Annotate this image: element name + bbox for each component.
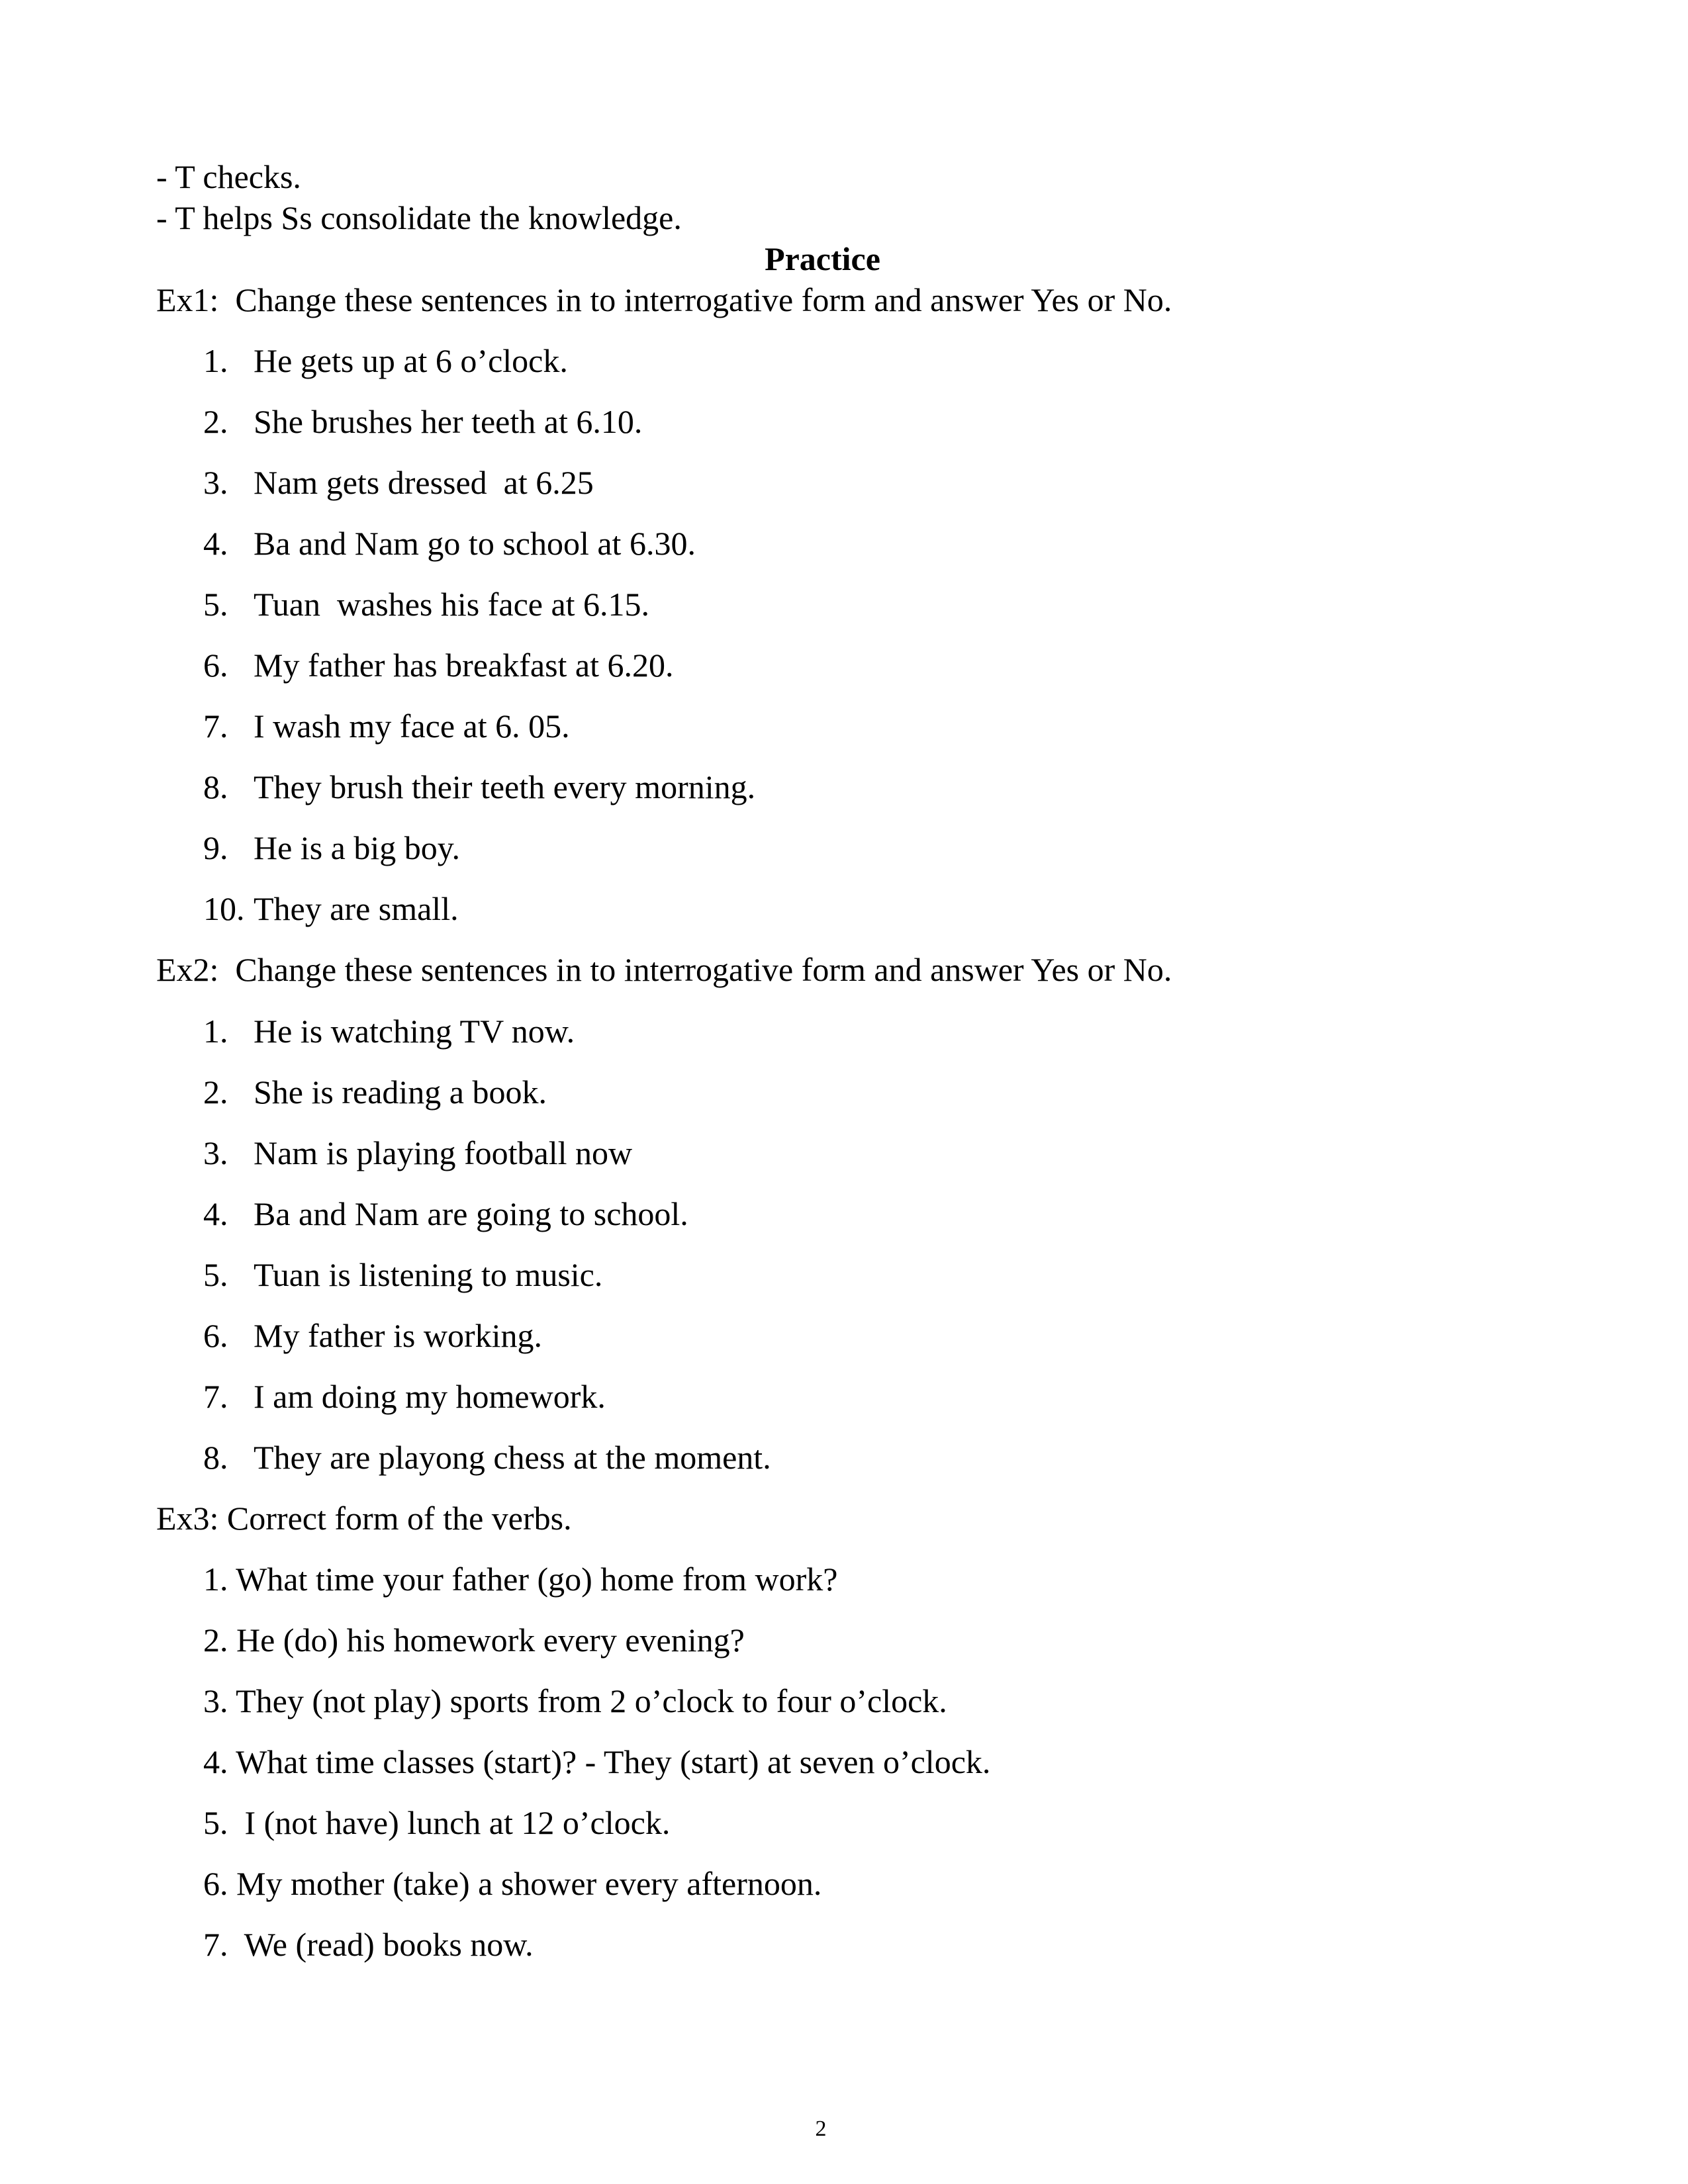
item-number: 9.: [203, 829, 228, 866]
item-number: 4.: [203, 1195, 228, 1232]
item-number: 4.: [203, 525, 228, 562]
item-number: 1.: [203, 342, 228, 379]
item-text: Nam gets dressed at 6.25: [254, 464, 594, 501]
list-item: 1. What time your father (go) home from work?: [203, 1561, 838, 1598]
page-number: 2: [815, 2116, 827, 2141]
item-text: Tuan is listening to music.: [254, 1256, 603, 1293]
item-number: 3.: [203, 464, 228, 501]
item-number: 7.: [203, 1378, 228, 1415]
list-item: 3. They (not play) sports from 2 o’clock to four o’clock.: [203, 1682, 947, 1719]
list-item: 4. What time classes (start)? - They (start) at seven o’clock.: [203, 1743, 991, 1780]
item-number: 2.: [203, 1073, 228, 1111]
item-text: They are small.: [254, 890, 459, 927]
section-title: Practice: [765, 240, 880, 277]
list-item: 2. He (do) his homework every evening?: [203, 1621, 745, 1659]
list-item: 7. We (read) books now.: [203, 1926, 534, 1963]
item-number: 10.: [203, 890, 245, 927]
item-text: He is a big boy.: [254, 829, 460, 866]
item-text: I wash my face at 6. 05.: [254, 707, 570, 745]
item-text: Nam is playing football now: [254, 1134, 633, 1171]
item-text: They brush their teeth every morning.: [254, 768, 756, 805]
item-text: Tuan washes his face at 6.15.: [254, 586, 650, 623]
item-number: 8.: [203, 1439, 228, 1476]
item-number: 5.: [203, 1256, 228, 1293]
item-text: They are playong chess at the moment.: [254, 1439, 771, 1476]
ex3-heading: Ex3: Correct form of the verbs.: [156, 1500, 572, 1537]
item-text: He is watching TV now.: [254, 1013, 575, 1050]
list-item: 5. I (not have) lunch at 12 o’clock.: [203, 1804, 671, 1841]
item-text: Ba and Nam go to school at 6.30.: [254, 525, 696, 562]
item-number: 6.: [203, 1317, 228, 1354]
intro-line: - T helps Ss consolidate the knowledge.: [156, 199, 682, 236]
ex1-heading: Ex1: Change these sentences in to interrogative form and answer Yes or No.: [156, 281, 1172, 318]
list-item: 6. My mother (take) a shower every afternoon.: [203, 1865, 822, 1902]
item-text: She is reading a book.: [254, 1073, 547, 1111]
item-number: 5.: [203, 586, 228, 623]
item-number: 3.: [203, 1134, 228, 1171]
item-text: She brushes her teeth at 6.10.: [254, 403, 643, 440]
intro-line: - T checks.: [156, 158, 301, 195]
item-number: 1.: [203, 1013, 228, 1050]
item-number: 7.: [203, 707, 228, 745]
item-number: 2.: [203, 403, 228, 440]
item-text: My father is working.: [254, 1317, 543, 1354]
item-text: I am doing my homework.: [254, 1378, 606, 1415]
item-number: 8.: [203, 768, 228, 805]
item-text: My father has breakfast at 6.20.: [254, 647, 674, 684]
item-text: He gets up at 6 o’clock.: [254, 342, 568, 379]
ex2-heading: Ex2: Change these sentences in to interrogative form and answer Yes or No.: [156, 951, 1172, 988]
item-text: Ba and Nam are going to school.: [254, 1195, 688, 1232]
item-number: 6.: [203, 647, 228, 684]
